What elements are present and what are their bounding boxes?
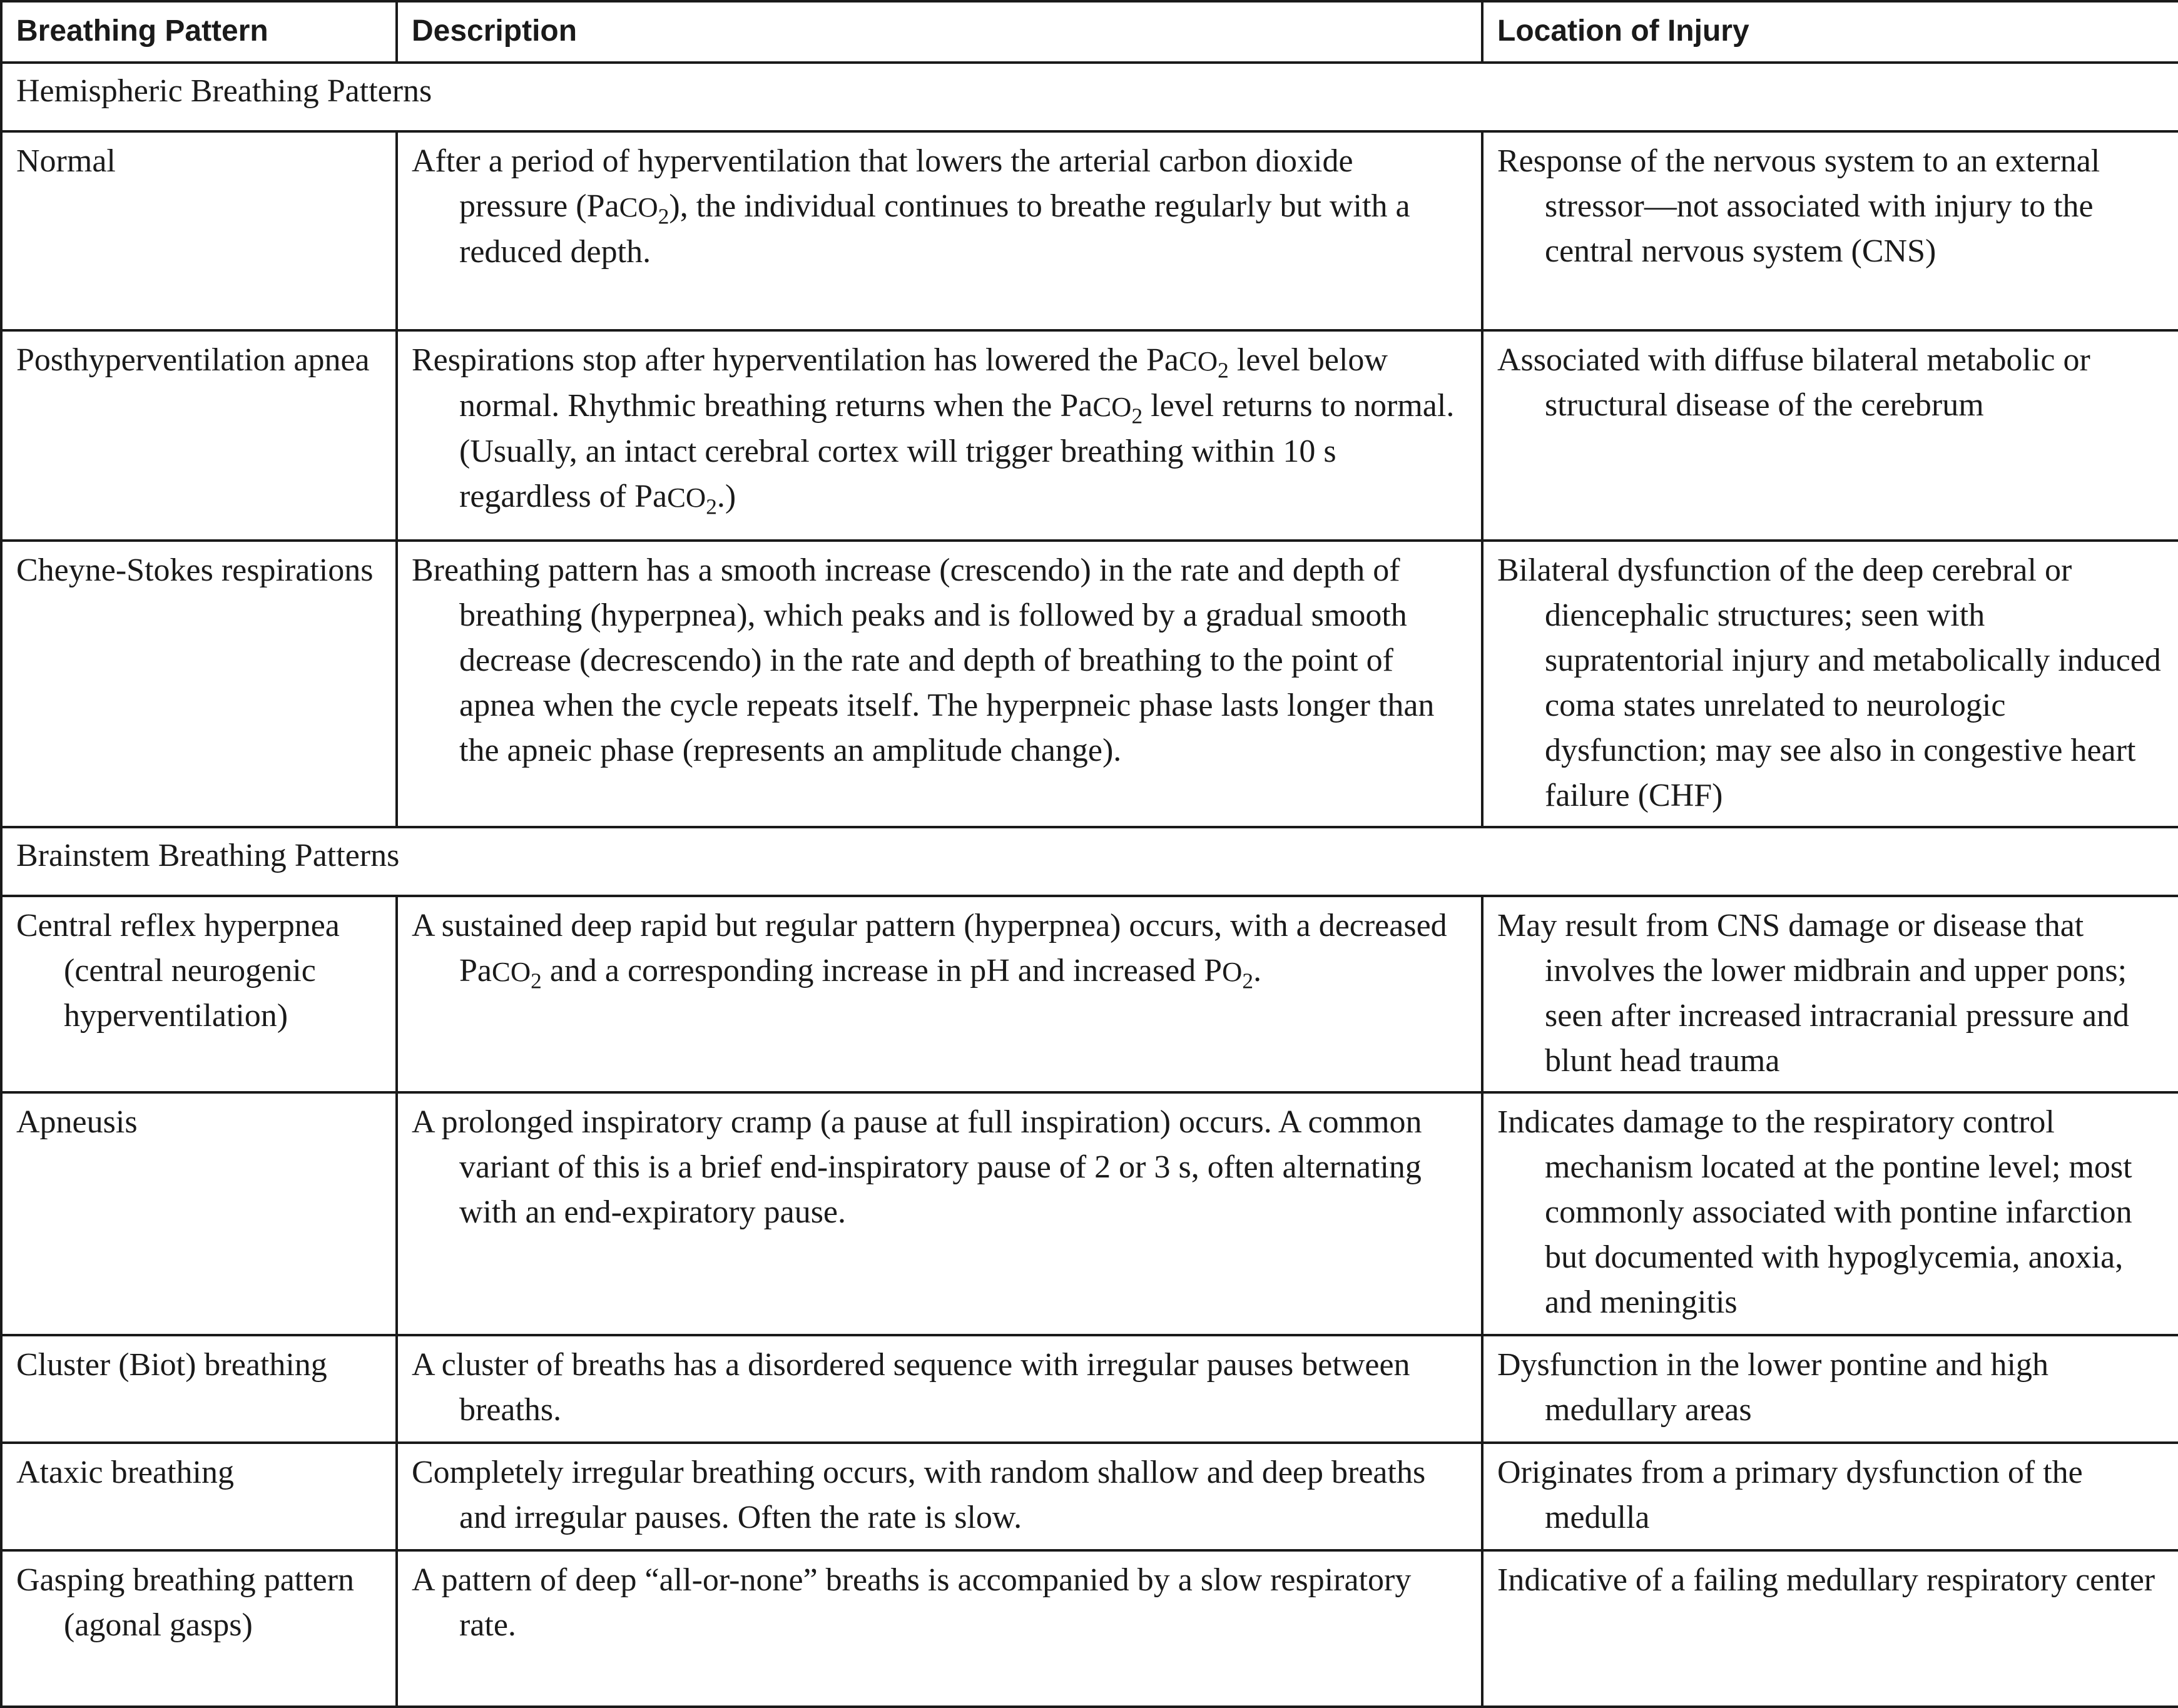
table-row bbox=[1, 1550, 2178, 1707]
location-cell: Originates from a primary dysfunction of the medulla bbox=[1482, 1443, 2178, 1550]
header-description: Description bbox=[397, 1, 1482, 63]
table-row bbox=[1, 330, 2178, 541]
table-header-row bbox=[1, 1, 2178, 63]
description-cell: Breathing pattern has a smooth increase (crescendo) in the rate and depth of breathing (hyperpnea), which peaks and is followed by a gradual smooth decrease (decrescendo) in the rate and depth of breathing to the point of apnea when the cycle repeats itself. The hyperpneic phase lasts longer than the apneic phase (represents an amplitude change). bbox=[397, 541, 1482, 827]
pattern-cell: Apneusis bbox=[1, 1092, 397, 1335]
pattern-cell: Posthyperventilation apnea bbox=[1, 330, 397, 541]
description-cell: A cluster of breaths has a disordered sequence with irregular pauses between breaths. bbox=[397, 1335, 1482, 1443]
location-cell: Dysfunction in the lower pontine and high medullary areas bbox=[1482, 1335, 2178, 1443]
section-row-hemispheric bbox=[1, 63, 2178, 131]
location-cell: Indicates damage to the respiratory control mechanism located at the pontine level; most commonly associated with pontine infarction but documented with hypoglycemia, anoxia, and meningitis bbox=[1482, 1092, 2178, 1335]
table-row bbox=[1, 1092, 2178, 1335]
description-cell: A pattern of deep “all-or-none” breaths is accompanied by a slow respiratory rate. bbox=[397, 1550, 1482, 1707]
section-title: Brainstem Breathing Patterns bbox=[1, 827, 2178, 896]
description-cell: After a period of hyperventilation that lowers the arterial carbon dioxide pressure (PaCO$_2$), the individual continues to breathe regularly but with a reduced depth. bbox=[397, 131, 1482, 330]
description-cell: Respirations stop after hyperventilation has lowered the PaCO$_2$ level below normal. Rhythmic breathing returns when the PaCO$_2$ level returns to normal. (Usually, an intact cerebral cortex will trigger breathing within 10 s regardless of PaCO$_2$.) bbox=[397, 330, 1482, 541]
table-row bbox=[1, 896, 2178, 1092]
pattern-cell: Normal bbox=[1, 131, 397, 330]
pattern-cell: Cluster (Biot) breathing bbox=[1, 1335, 397, 1443]
header-location-of-injury: Location of Injury bbox=[1482, 1, 2178, 63]
description-cell: A prolonged inspiratory cramp (a pause at full inspiration) occurs. A common variant of this is a brief end-inspiratory pause of 2 or 3 s, often alternating with an end-expiratory pause. bbox=[397, 1092, 1482, 1335]
table-row bbox=[1, 1443, 2178, 1550]
section-title: Hemispheric Breathing Patterns bbox=[1, 63, 2178, 131]
location-cell: Associated with diffuse bilateral metabolic or structural disease of the cerebrum bbox=[1482, 330, 2178, 541]
section-row-brainstem bbox=[1, 827, 2178, 896]
location-cell: Indicative of a failing medullary respiratory center bbox=[1482, 1550, 2178, 1707]
description-cell: A sustained deep rapid but regular pattern (hyperpnea) occurs, with a decreased PaCO$_2$ and a corresponding increase in pH and increased $PO_2$. bbox=[397, 896, 1482, 1092]
table-row bbox=[1, 1335, 2178, 1443]
pattern-cell: Ataxic breathing bbox=[1, 1443, 397, 1550]
header-breathing-pattern: Breathing Pattern bbox=[1, 1, 397, 63]
location-cell: Bilateral dysfunction of the deep cerebral or diencephalic structures; seen with supratentorial injury and metabolically induced coma states unrelated to neurologic dysfunction; may see also in congestive heart failure (CHF) bbox=[1482, 541, 2178, 827]
pattern-cell: Gasping breathing pattern (agonal gasps) bbox=[1, 1550, 397, 1707]
table-row bbox=[1, 131, 2178, 330]
table-row bbox=[1, 541, 2178, 827]
location-cell: May result from CNS damage or disease that involves the lower midbrain and upper pons; seen after increased intracranial pressure and blunt head trauma bbox=[1482, 896, 2178, 1092]
location-cell: Response of the nervous system to an external stressor—not associated with injury to the central nervous system (CNS) bbox=[1482, 131, 2178, 330]
description-cell: Completely irregular breathing occurs, with random shallow and deep breaths and irregular pauses. Often the rate is slow. bbox=[397, 1443, 1482, 1550]
pattern-cell: Central reflex hyperpnea (central neurogenic hyperventilation) bbox=[1, 896, 397, 1092]
pattern-cell: Cheyne-Stokes respirations bbox=[1, 541, 397, 827]
